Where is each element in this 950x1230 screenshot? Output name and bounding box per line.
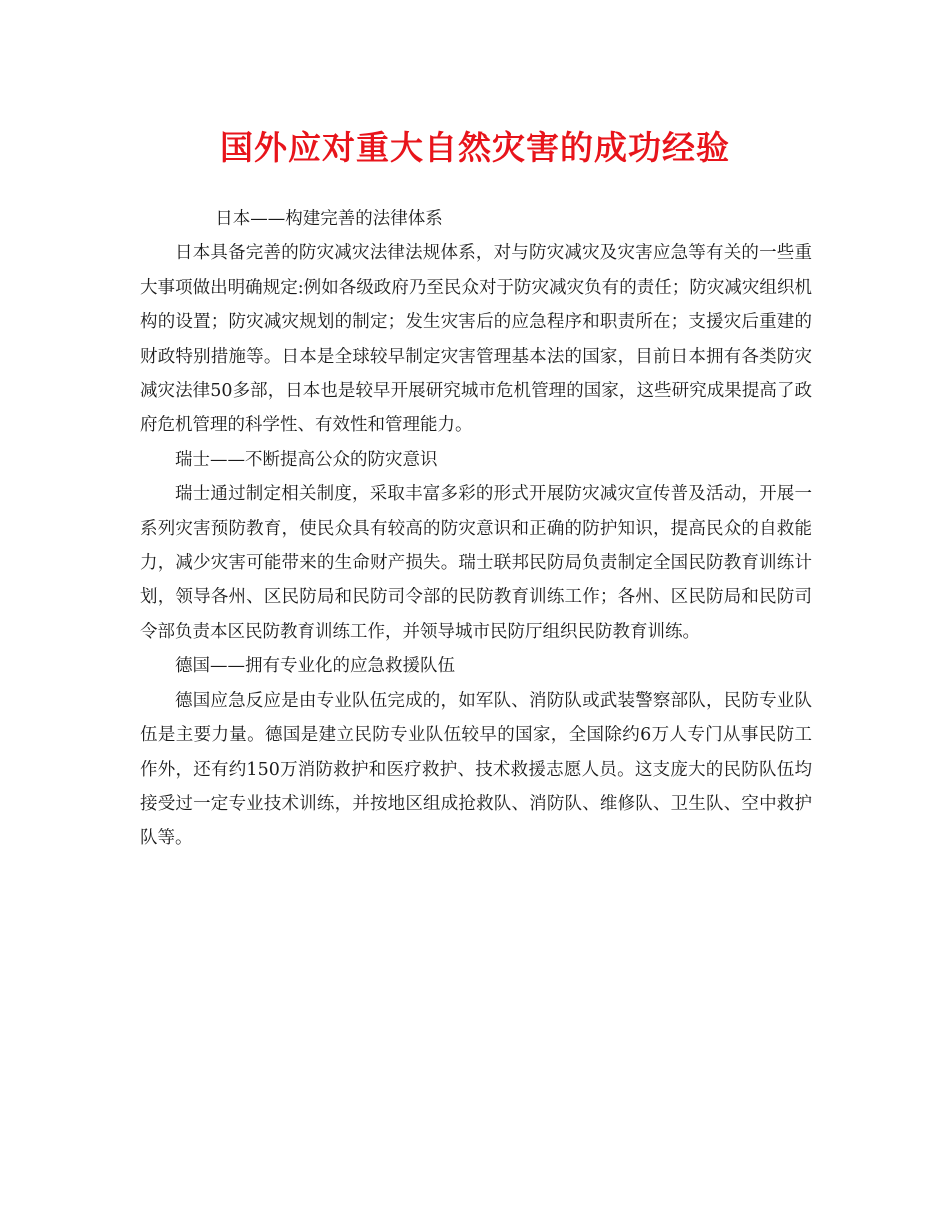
section-heading-germany: 德国——拥有专业化的应急救援队伍 xyxy=(175,656,455,677)
section-heading-japan: 日本——构建完善的法律体系 xyxy=(215,209,443,229)
section-body-japan: 日本具备完善的防灾减灾法律法规体系，对与防灾减灾及灾害应急等有关的一些重大事项做出明确规定:例如各级政府乃至民众对于防灾减灾负有的责任；防灾减灾组织机构的设置；防灾减灾规划的制定；发生灾害后的应急程序和职责所在；支援灾后重建的财政特别措施等。日本是全球较早制定灾害管理基本法的国家，目前日本拥有各类防灾减灾法律50多部，日本也是较早开展研究城市危机管理的国家，这些研究成果提高了政府危机管理的科学性、有效性和管理能力。 xyxy=(140,243,812,436)
section-body-germany: 德国应急反应是由专业队伍完成的，如军队、消防队或武装警察部队，民防专业队伍是主要力量。德国是建立民防专业队伍较早的国家，全国除约6万人专门从事民防工作外，还有约150万消防救护和医疗救护、技术救援志愿人员。这支庞大的民防队伍均接受过一定专业技术训练，并按地区组成抢救队、消防队、维修队、卫生队、空中救护队等。 xyxy=(140,690,812,849)
document-title: 国外应对重大自然灾害的成功经验 xyxy=(220,128,730,167)
section-heading-switzerland: 瑞士——不断提高公众的防灾意识 xyxy=(175,449,438,470)
document-body xyxy=(140,202,812,856)
section-body-switzerland: 瑞士通过制定相关制度，采取丰富多彩的形式开展防灾减灾宣传普及活动，开展一系列灾害预防教育，使民众具有较高的防灾意识和正确的防护知识，提高民众的自救能力，减少灾害可能带来的生命财产损失。瑞士联邦民防局负责制定全国民防教育训练计划，领导各州、区民防局和民防司令部的民防教育训练工作；各州、区民防局和民防司令部负责本区民防教育训练工作，并领导城市民防厅组织民防教育训练。 xyxy=(140,484,812,642)
